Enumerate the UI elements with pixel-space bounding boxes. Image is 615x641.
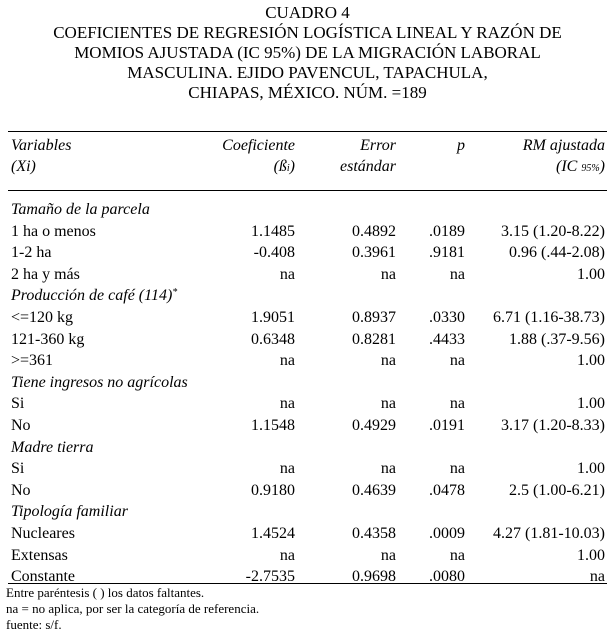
cell-err: 0.4358 bbox=[352, 524, 396, 542]
cell-rm: 1.88 (.37-9.56) bbox=[509, 330, 605, 348]
cell-var: Extensas bbox=[11, 546, 68, 564]
cell-rm: 1.00 bbox=[577, 265, 605, 283]
cell-rm: 1.00 bbox=[577, 352, 605, 370]
cell-rm: 3.15 (1.20-8.22) bbox=[501, 222, 605, 240]
bottom-rule bbox=[8, 583, 607, 584]
cell-coef: -0.408 bbox=[253, 244, 295, 262]
cell-var: Tiene ingresos no agrícolas bbox=[11, 373, 188, 391]
footnote-mark: * bbox=[172, 287, 178, 299]
cell-err: 0.8281 bbox=[352, 330, 396, 348]
cell-var: >=361 bbox=[11, 352, 54, 370]
section-row bbox=[0, 199, 615, 221]
cell-rm: 3.17 (1.20-8.33) bbox=[501, 416, 605, 434]
cell-err: 0.4929 bbox=[352, 416, 396, 434]
cell-var: Producción de café (114)* bbox=[11, 287, 178, 305]
cell-err: 0.3961 bbox=[352, 244, 396, 262]
header-coeficiente: Coeficiente (ßi) bbox=[222, 137, 295, 175]
header-rm-ajustada: RM ajustada (IC 95%) bbox=[522, 137, 605, 175]
cell-coef: na bbox=[279, 352, 295, 370]
table-body bbox=[0, 199, 615, 588]
cell-p: .9181 bbox=[429, 244, 465, 262]
cell-p: .0009 bbox=[429, 524, 465, 542]
cell-coef: 1.9051 bbox=[251, 308, 295, 326]
cell-err: 0.4892 bbox=[352, 222, 396, 240]
cell-err: na bbox=[380, 546, 396, 564]
cell-p: na bbox=[449, 460, 465, 478]
cell-coef: 0.6348 bbox=[251, 330, 295, 348]
cell-rm: 4.27 (1.81-10.03) bbox=[493, 524, 605, 542]
cell-var: 1 ha o menos bbox=[11, 222, 96, 240]
cell-var: <=120 kg bbox=[11, 308, 74, 326]
table-row bbox=[0, 221, 615, 243]
table-row bbox=[0, 350, 615, 372]
cell-var: 1-2 ha bbox=[11, 244, 52, 262]
header-variables: Variables (Xi) bbox=[11, 137, 72, 175]
cell-coef: na bbox=[279, 265, 295, 283]
note-na: na = no aplica, por ser la categoría de referencia. bbox=[6, 601, 260, 616]
cell-err: na bbox=[380, 352, 396, 370]
cell-err: 0.8937 bbox=[352, 308, 396, 326]
cell-p: .0080 bbox=[429, 568, 465, 586]
cell-p: na bbox=[449, 265, 465, 283]
table-row bbox=[0, 307, 615, 329]
cell-coef: 1.1485 bbox=[251, 222, 295, 240]
caption-line-1: COEFICIENTES DE REGRESIÓN LOGÍSTICA LINEAL Y RAZÓN DE bbox=[53, 23, 562, 42]
cell-p: .0330 bbox=[429, 308, 465, 326]
table-row bbox=[0, 458, 615, 480]
table-row bbox=[0, 545, 615, 567]
cell-coef: 0.9180 bbox=[251, 481, 295, 499]
table-row bbox=[0, 415, 615, 437]
cell-var: No bbox=[11, 481, 31, 499]
note-source: fuente: s/f. bbox=[6, 617, 62, 632]
table-row bbox=[0, 242, 615, 264]
cell-p: .4433 bbox=[429, 330, 465, 348]
cell-err: 0.9698 bbox=[352, 568, 396, 586]
top-rule bbox=[8, 131, 607, 132]
cell-var: Si bbox=[11, 395, 25, 413]
table-notes bbox=[6, 585, 259, 633]
cell-rm: 1.00 bbox=[577, 460, 605, 478]
cell-p: .0478 bbox=[429, 481, 465, 499]
cell-coef: 1.1548 bbox=[251, 416, 295, 434]
cell-coef: 1.4524 bbox=[251, 524, 295, 542]
note-missing-data: Entre paréntesis ( ) los datos faltantes. bbox=[6, 585, 205, 600]
cell-err: na bbox=[380, 460, 396, 478]
cell-rm: 6.71 (1.16-38.73) bbox=[493, 308, 605, 326]
cell-var: No bbox=[11, 416, 31, 434]
cell-var: 121-360 kg bbox=[11, 330, 85, 348]
table-row bbox=[0, 329, 615, 351]
cell-err: na bbox=[380, 265, 396, 283]
cell-var: Constante bbox=[11, 568, 75, 586]
cell-var: Tamaño de la parcela bbox=[11, 201, 150, 218]
table-row bbox=[0, 264, 615, 286]
cell-p: .0189 bbox=[429, 222, 465, 240]
cell-rm: 1.00 bbox=[577, 546, 605, 564]
cell-var: Madre tierra bbox=[11, 438, 94, 456]
section-row bbox=[0, 501, 615, 523]
cell-coef: na bbox=[279, 546, 295, 564]
cell-rm: 1.00 bbox=[577, 395, 605, 413]
cell-rm: 2.5 (1.00-6.21) bbox=[509, 481, 605, 499]
cell-var: Nucleares bbox=[11, 524, 75, 542]
cell-p: na bbox=[449, 352, 465, 370]
section-row bbox=[0, 437, 615, 459]
cell-coef: -2.7535 bbox=[245, 568, 295, 586]
cell-err: na bbox=[380, 395, 396, 413]
cell-var: Si bbox=[11, 460, 25, 478]
cell-coef: na bbox=[279, 460, 295, 478]
caption-line-4: CHIAPAS, MÉXICO. NÚM. =189 bbox=[188, 83, 427, 102]
cell-p: na bbox=[449, 546, 465, 564]
cell-p: na bbox=[449, 395, 465, 413]
header-p: p bbox=[457, 137, 465, 154]
table-row bbox=[0, 480, 615, 502]
table-row bbox=[0, 393, 615, 415]
section-row bbox=[0, 285, 615, 307]
caption-line-2: MOMIOS AJUSTADA (IC 95%) DE LA MIGRACIÓN LABORAL bbox=[74, 43, 541, 62]
table-label: CUADRO 4 bbox=[265, 3, 350, 22]
cell-rm: na bbox=[589, 568, 605, 586]
table-row bbox=[0, 523, 615, 545]
table-caption bbox=[0, 0, 615, 103]
cell-var: 2 ha y más bbox=[11, 265, 80, 283]
cell-coef: na bbox=[279, 395, 295, 413]
cell-rm: 0.96 (.44-2.08) bbox=[509, 244, 605, 262]
caption-line-3: MASCULINA. EJIDO PAVENCUL, TAPACHULA, bbox=[127, 63, 488, 82]
cell-p: .0191 bbox=[429, 416, 465, 434]
cell-err: 0.4639 bbox=[352, 481, 396, 499]
cell-var: Tipología familiar bbox=[11, 503, 128, 521]
header-error-estandar: Error estándar bbox=[340, 137, 396, 175]
header-rule bbox=[8, 190, 607, 191]
section-row bbox=[0, 372, 615, 394]
